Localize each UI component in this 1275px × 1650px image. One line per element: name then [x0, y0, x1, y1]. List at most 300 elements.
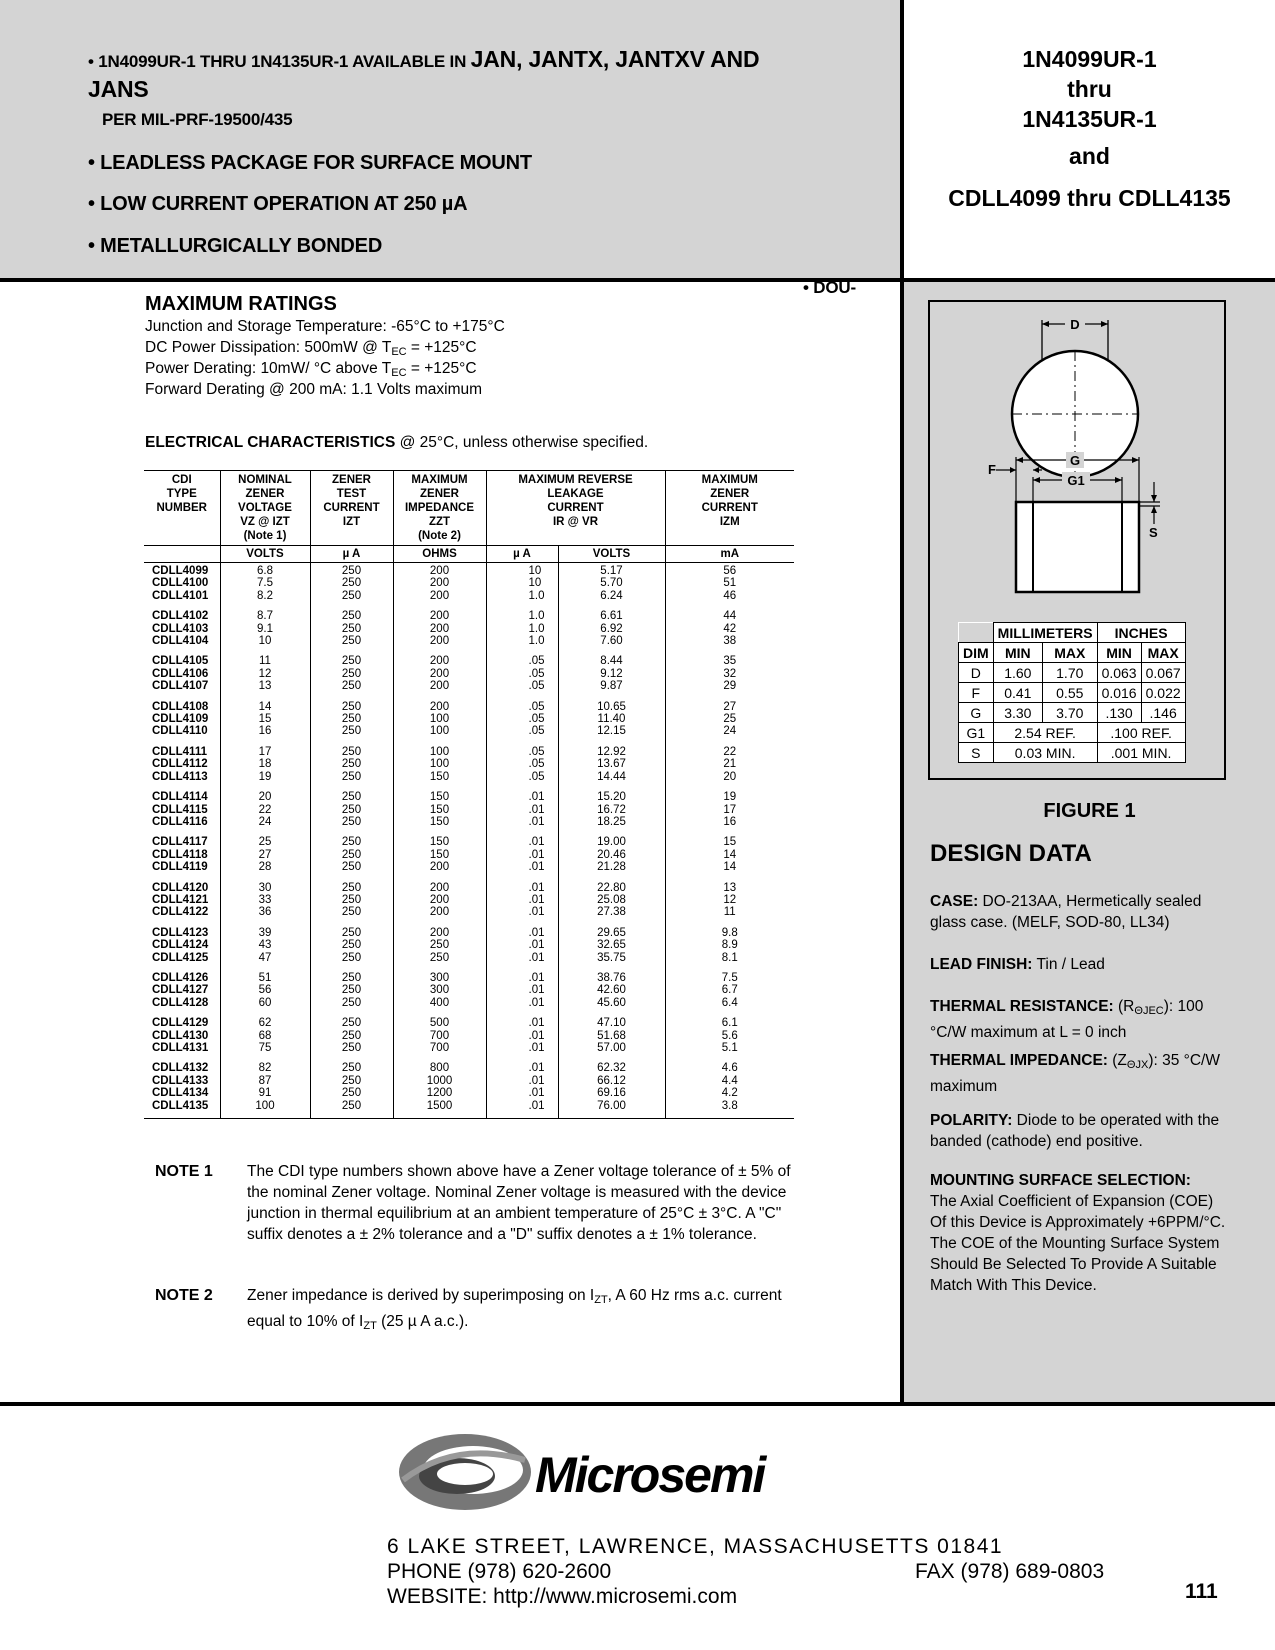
cell-value: 250: [341, 815, 362, 828]
cell-value: 250: [341, 893, 362, 906]
cell-value: .01: [528, 951, 545, 964]
cell-value: 9.12: [600, 667, 623, 680]
cell-value: CDLL4122: [152, 906, 209, 919]
cell-value: 100: [429, 745, 450, 758]
cell-value: CDLL4127: [152, 984, 209, 997]
cell-value: 51: [258, 971, 272, 984]
cell-value: 250: [341, 1017, 362, 1030]
cell-value: 200: [429, 926, 450, 939]
cell-value: 150: [429, 848, 450, 861]
cell-value: 250: [341, 1087, 362, 1100]
cell-value: 6.4: [721, 996, 738, 1009]
cell-value: 200: [429, 680, 450, 693]
cell-value: CDLL4101: [152, 589, 209, 602]
cell-value: 1.0: [528, 589, 545, 602]
cell-value: 56: [258, 984, 272, 997]
cell-value: 250: [429, 939, 450, 952]
cell-value: 12.92: [597, 745, 626, 758]
cell-value: 4.2: [721, 1087, 738, 1100]
note2-text: Zener impedance is derived by superimposing on $I_{ZT}$, A 60 Hz rms a.c. current equal to 10% of $I_{ZT}$ (25 µ A a.c.).: [247, 1287, 782, 1332]
table-row: [144, 880, 794, 925]
cell-value: .01: [528, 836, 545, 849]
cell-value: 6.8: [257, 565, 273, 577]
cell-value: .01: [528, 1062, 545, 1075]
cell-value: 200: [429, 667, 450, 680]
cell-value: 250: [341, 803, 362, 816]
cell-value: 150: [429, 815, 450, 828]
cell-type: [144, 925, 220, 970]
design-thermal-resistance: THERMAL RESISTANCE: $(R_{\Theta JEC})$: 100 °C/W maximum at L = 0 inch: [930, 998, 1204, 1041]
cell-value: 250: [341, 589, 362, 602]
cell-izm: [665, 880, 794, 925]
dim-cell: 3.70: [1042, 703, 1097, 723]
cell-value: 1.0: [528, 635, 545, 648]
dim-cell: .146: [1141, 703, 1185, 723]
cell-value: 32: [723, 667, 737, 680]
dim-cell: 1.70: [1042, 663, 1097, 683]
cell-value: 47: [258, 951, 272, 964]
dim-cell: 1.60: [993, 663, 1042, 683]
cell-value: .05: [528, 667, 545, 680]
cell-value: CDLL4126: [152, 971, 209, 984]
cell-value: .05: [528, 770, 545, 783]
dim-cell: 0.067: [1141, 663, 1185, 683]
dim-cell: 0.03 MIN.: [993, 743, 1097, 763]
cell-izm: [665, 699, 794, 744]
cell-value: 35: [723, 655, 737, 668]
cell-value: 56: [723, 565, 737, 577]
cell-ir: [486, 789, 558, 834]
cell-value: 42: [723, 622, 737, 635]
cell-value: CDLL4117: [152, 836, 208, 849]
cell-value: CDLL4100: [152, 577, 209, 590]
cell-value: 12.15: [597, 725, 626, 738]
cell-value: 16.72: [597, 803, 626, 816]
cell-value: 33: [258, 893, 272, 906]
microsemi-logo: [395, 1420, 795, 1525]
table-row: [144, 653, 794, 698]
cell-value: 76.00: [597, 1099, 626, 1112]
cell-zzt: [393, 1015, 486, 1060]
cell-value: CDLL4102: [152, 610, 209, 623]
cell-value: .01: [528, 971, 545, 984]
table-header-row: [144, 471, 794, 546]
cell-izm: [665, 789, 794, 834]
melf-body: [1016, 502, 1139, 592]
cell-value: 8.2: [257, 589, 273, 602]
feature-bonded: • METALLURGICALLY BONDED: [88, 235, 383, 257]
cell-value: .05: [528, 680, 545, 693]
cell-value: 6.61: [600, 610, 623, 623]
cell-value: 9.1: [257, 622, 273, 635]
cell-value: .01: [528, 893, 545, 906]
cell-izt: [310, 699, 393, 744]
cell-value: 18: [258, 758, 272, 771]
cell-value: 42.60: [597, 984, 626, 997]
design-mounting: MOUNTING SURFACE SELECTION: The Axial Coefficient of Expansion (COE) Of this Device is Approximately +6PPM/°C. The COE of the Mounting Surface System Should Be Selected To Provide A Suitable Match With This Device.: [930, 1172, 1226, 1294]
cell-ir: [486, 608, 558, 653]
cell-value: .01: [528, 1042, 545, 1054]
rating-derating: Power Derating: 10mW/ °C above $T_{EC} = +125^\circ C$: [145, 360, 477, 379]
cell-vr: [558, 1015, 665, 1060]
cell-value: .01: [528, 881, 545, 894]
cell-value: CDLL4106: [152, 667, 209, 680]
cell-value: 10.65: [597, 700, 626, 713]
cell-type: [144, 608, 220, 653]
cell-value: 20: [258, 791, 272, 804]
unit-type: [144, 546, 220, 563]
cell-value: 100: [429, 713, 450, 726]
table-row: [144, 925, 794, 970]
cell-value: 250: [341, 680, 362, 693]
cell-value: 24: [723, 725, 737, 738]
units-row: [144, 546, 794, 563]
dim-cell: D: [959, 663, 994, 683]
rating-temperature: Junction and Storage Temperature: -65°C to +175°C: [145, 318, 505, 335]
cell-value: CDLL4124: [152, 939, 209, 952]
cell-value: 11: [723, 906, 736, 919]
cell-value: 250: [341, 1074, 362, 1087]
table-row: [144, 699, 794, 744]
cell-type: [144, 653, 220, 698]
cell-value: 62.32: [597, 1062, 626, 1075]
cell-value: 700: [429, 1029, 450, 1042]
ratings-heading: MAXIMUM RATINGS: [145, 293, 337, 315]
brand-wordmark: Microsemi: [535, 1447, 765, 1503]
cell-value: 13.67: [597, 758, 626, 771]
cell-value: 32.65: [597, 939, 626, 952]
cell-value: CDLL4108: [152, 700, 209, 713]
cell-ir: [486, 563, 558, 609]
cell-vz: [220, 880, 310, 925]
cell-value: 38.76: [597, 971, 626, 984]
dim-col-header-row: [959, 643, 1186, 663]
cell-value: 250: [341, 577, 362, 590]
cell-value: 250: [341, 622, 362, 635]
cell-value: .05: [528, 713, 545, 726]
cell-value: 15: [258, 713, 272, 726]
cell-value: 68: [258, 1029, 272, 1042]
cell-value: 6.1: [721, 1017, 738, 1030]
dim-label-f: F: [988, 462, 996, 477]
cell-value: 200: [429, 589, 450, 602]
design-thermal-impedance: THERMAL IMPEDANCE: $(Z_{\Theta JX})$: 35 °C/W maximum: [930, 1052, 1220, 1095]
rating-dissipation: DC Power Dissipation: 500mW @ $T_{EC} = +125^\circ C$: [145, 339, 477, 358]
cell-vr: [558, 789, 665, 834]
cell-value: .01: [528, 803, 545, 816]
cell-value: 800: [429, 1062, 450, 1075]
unit-izt: µ A: [310, 546, 393, 563]
cell-value: 250: [341, 745, 362, 758]
cell-value: CDLL4111: [152, 745, 207, 758]
cell-value: 250: [341, 861, 362, 874]
cell-value: 3.8: [721, 1099, 738, 1112]
cell-value: 300: [429, 971, 450, 984]
cell-value: CDLL4131: [152, 1042, 209, 1054]
col-type-header: CDI TYPE NUMBER: [144, 471, 220, 546]
cell-value: 15.20: [597, 791, 626, 804]
cell-value: CDLL4119: [152, 861, 208, 874]
cell-value: 16: [723, 815, 737, 828]
dim-cell: 2.54 REF.: [993, 723, 1097, 743]
dim-row: [959, 663, 1186, 683]
cell-value: 43: [258, 939, 272, 952]
cell-value: 8.7: [257, 610, 273, 623]
feature-mil-spec: PER MIL-PRF-19500/435: [102, 110, 293, 129]
col-zzt-header: MAXIMUM ZENER IMPEDANCE ZZT (Note 2): [393, 471, 486, 546]
cell-value: 1.0: [528, 610, 545, 623]
cell-ir: [486, 970, 558, 1015]
cell-value: 250: [341, 881, 362, 894]
cell-value: 200: [429, 565, 450, 577]
cell-value: CDLL4115: [152, 803, 208, 816]
unit-zzt: OHMS: [393, 546, 486, 563]
cell-vz: [220, 744, 310, 789]
dim-col-mm-min: MIN: [993, 643, 1042, 663]
cell-value: 250: [341, 951, 362, 964]
cell-value: 200: [429, 655, 450, 668]
cell-value: 300: [429, 984, 450, 997]
cell-value: 15: [723, 836, 737, 849]
cell-value: 100: [429, 725, 450, 738]
vertical-divider: [900, 0, 904, 280]
footer-website[interactable]: WEBSITE: http://www.microsemi.com: [387, 1585, 738, 1608]
design-lead-finish: LEAD FINISH: Tin / Lead: [930, 956, 1105, 973]
cell-value: 75: [258, 1042, 272, 1054]
cell-value: 1500: [426, 1099, 453, 1112]
feature-availability: • 1N4099UR-1 THRU 1N4135UR-1 AVAILABLE IN JAN, JANTX, JANTXV AND: [88, 46, 760, 72]
cell-type: [144, 563, 220, 609]
cell-value: 27.38: [597, 906, 626, 919]
cell-izt: [310, 925, 393, 970]
dim-cell: 0.063: [1097, 663, 1141, 683]
cell-value: 250: [341, 610, 362, 623]
figure-caption: FIGURE 1: [1043, 800, 1136, 822]
cell-vz: [220, 925, 310, 970]
dim-cell: .130: [1097, 703, 1141, 723]
cell-value: 250: [341, 1099, 362, 1112]
cell-value: 25.08: [597, 893, 626, 906]
cell-value: 4.4: [721, 1074, 738, 1087]
cell-ir: [486, 1015, 558, 1060]
cell-value: 250: [341, 926, 362, 939]
cell-value: 25: [258, 836, 272, 849]
table-row: [144, 608, 794, 653]
cell-value: 4.6: [721, 1062, 738, 1075]
dim-cell: .100 REF.: [1097, 723, 1185, 743]
cell-zzt: [393, 1060, 486, 1118]
dim-col-dim: DIM: [959, 643, 994, 663]
cell-value: 14.44: [597, 770, 626, 783]
cell-ir: [486, 834, 558, 879]
footer-rule: [0, 1402, 1275, 1406]
cell-value: CDLL4134: [152, 1087, 209, 1100]
cell-value: 20.46: [597, 848, 626, 861]
cell-type: [144, 744, 220, 789]
cell-zzt: [393, 744, 486, 789]
footer-phone: PHONE (978) 620-2600: [387, 1560, 612, 1583]
cell-value: 150: [429, 791, 450, 804]
cell-value: .05: [528, 700, 545, 713]
dim-cell: 0.016: [1097, 683, 1141, 703]
cell-value: 22: [723, 745, 737, 758]
part-title-line2: thru: [1067, 76, 1112, 102]
cell-type: [144, 1060, 220, 1118]
cell-value: 200: [429, 700, 450, 713]
cell-value: 250: [341, 1029, 362, 1042]
cell-vz: [220, 1060, 310, 1118]
cell-vr: [558, 653, 665, 698]
dim-label-g: G: [1069, 453, 1081, 468]
cell-izm: [665, 608, 794, 653]
cell-value: 18.25: [597, 815, 626, 828]
cell-vz: [220, 563, 310, 609]
cell-value: 19: [258, 770, 272, 783]
cell-value: 250: [341, 700, 362, 713]
cell-value: 700: [429, 1042, 450, 1054]
cell-vz: [220, 834, 310, 879]
cell-value: 200: [429, 881, 450, 894]
part-title-line4: and: [1069, 143, 1110, 169]
table-row: [144, 1060, 794, 1118]
cell-value: CDLL4125: [152, 951, 209, 964]
cell-izt: [310, 834, 393, 879]
cell-value: 60: [258, 996, 272, 1009]
cell-zzt: [393, 608, 486, 653]
title-band: [900, 0, 1275, 278]
cell-izt: [310, 653, 393, 698]
dim-mm-header: MILLIMETERS: [993, 623, 1097, 643]
cell-ir: [486, 1060, 558, 1118]
cell-value: 6.92: [600, 622, 623, 635]
cell-value: .01: [528, 926, 545, 939]
page-number: 111: [1185, 1580, 1218, 1603]
note1-text: The CDI type numbers shown above have a Zener voltage tolerance of ± 5% of the nominal Zener voltage. Nominal Zener voltage is measured with the device junction in thermal equilibrium at an ambient temperature of 25°C ± 3°C. A "C" suffix denotes a ± 2% tolerance and a "D" suffix denotes a ± 1% tolerance.: [247, 1163, 791, 1243]
part-title-line3: 1N4135UR-1: [1022, 106, 1157, 132]
cell-value: CDLL4118: [152, 848, 208, 861]
cell-value: 47.10: [597, 1017, 626, 1030]
cell-value: 150: [429, 803, 450, 816]
cell-value: 500: [429, 1017, 450, 1030]
dim-row: [959, 703, 1186, 723]
cell-value: .01: [528, 1017, 545, 1030]
cell-zzt: [393, 563, 486, 609]
dim-in-header: INCHES: [1097, 623, 1185, 643]
cell-zzt: [393, 925, 486, 970]
cell-value: 82: [258, 1062, 272, 1075]
cell-value: CDLL4105: [152, 655, 209, 668]
cell-value: 200: [429, 610, 450, 623]
cell-value: 45.60: [597, 996, 626, 1009]
cell-izt: [310, 880, 393, 925]
cell-value: 20: [723, 770, 737, 783]
cell-value: 400: [429, 996, 450, 1009]
table-row: [144, 834, 794, 879]
table-row: [144, 1015, 794, 1060]
dim-cell: F: [959, 683, 994, 703]
cell-vr: [558, 608, 665, 653]
cell-value: .01: [528, 1029, 545, 1042]
cell-value: 27: [258, 848, 272, 861]
cell-value: 250: [341, 836, 362, 849]
cell-value: 200: [429, 577, 450, 590]
rating-forward: Forward Derating @ 200 mA: 1.1 Volts maximum: [145, 381, 483, 398]
cell-value: 250: [341, 770, 362, 783]
cell-value: .05: [528, 745, 545, 758]
cell-value: 6.7: [721, 984, 738, 997]
cell-value: 250: [341, 1062, 362, 1075]
cell-value: 30: [258, 881, 272, 894]
dim-cell: 0.41: [993, 683, 1042, 703]
dim-label-g1: G1: [1067, 473, 1085, 488]
cell-type: [144, 789, 220, 834]
cell-izm: [665, 970, 794, 1015]
cell-vr: [558, 880, 665, 925]
cell-value: 57.00: [597, 1042, 626, 1054]
cell-value: 12: [723, 893, 737, 906]
dim-cell: S: [959, 743, 994, 763]
cell-value: 22.80: [597, 881, 626, 894]
cell-vr: [558, 1060, 665, 1118]
footer-address: 6 LAKE STREET, LAWRENCE, MASSACHUSETTS 01841: [387, 1535, 1004, 1558]
cell-value: CDLL4109: [152, 713, 209, 726]
cell-value: CDLL4132: [152, 1062, 209, 1075]
cell-value: 200: [429, 906, 450, 919]
cell-value: 100: [255, 1099, 275, 1112]
cell-value: 1.0: [528, 622, 545, 635]
note2-label: NOTE 2: [155, 1287, 213, 1304]
note1-label: NOTE 1: [155, 1163, 213, 1180]
cell-value: 91: [258, 1087, 272, 1100]
cell-value: CDLL4123: [152, 926, 209, 939]
feature-leadless: • LEADLESS PACKAGE FOR SURFACE MOUNT: [88, 152, 532, 174]
cell-type: [144, 834, 220, 879]
table-row: [144, 789, 794, 834]
cell-value: 8.44: [600, 655, 623, 668]
cell-value: 39: [258, 926, 272, 939]
cell-value: 11.40: [597, 713, 626, 726]
feature-low-current: • LOW CURRENT OPERATION AT 250 µA: [88, 193, 468, 215]
cell-value: CDLL4116: [152, 815, 208, 828]
cell-value: .01: [528, 1074, 545, 1087]
cell-value: 250: [341, 939, 362, 952]
cell-value: 14: [723, 848, 737, 861]
cell-value: 7.60: [600, 635, 623, 648]
cell-value: 9.8: [721, 926, 738, 939]
cell-izm: [665, 653, 794, 698]
cell-value: 17: [258, 745, 272, 758]
cell-value: 12: [258, 667, 272, 680]
cell-value: 10: [528, 565, 542, 577]
cell-type: [144, 970, 220, 1015]
cell-value: 8.9: [721, 939, 738, 952]
cell-izm: [665, 925, 794, 970]
cell-value: 7.5: [257, 577, 273, 590]
cell-vz: [220, 1015, 310, 1060]
cell-value: 27: [723, 700, 737, 713]
cell-vr: [558, 834, 665, 879]
cell-izt: [310, 744, 393, 789]
cell-value: CDLL4129: [152, 1017, 209, 1030]
dim-cell: 0.022: [1141, 683, 1185, 703]
design-case: CASE: DO-213AA, Hermetically sealed glass case. (MELF, SOD-80, LL34): [930, 893, 1202, 931]
cell-value: 69.16: [597, 1087, 626, 1100]
electrical-table: [144, 470, 794, 1119]
cell-value: 10: [258, 635, 272, 648]
cell-value: .01: [528, 984, 545, 997]
unit-vr: VOLTS: [558, 546, 665, 563]
cell-izt: [310, 1060, 393, 1118]
